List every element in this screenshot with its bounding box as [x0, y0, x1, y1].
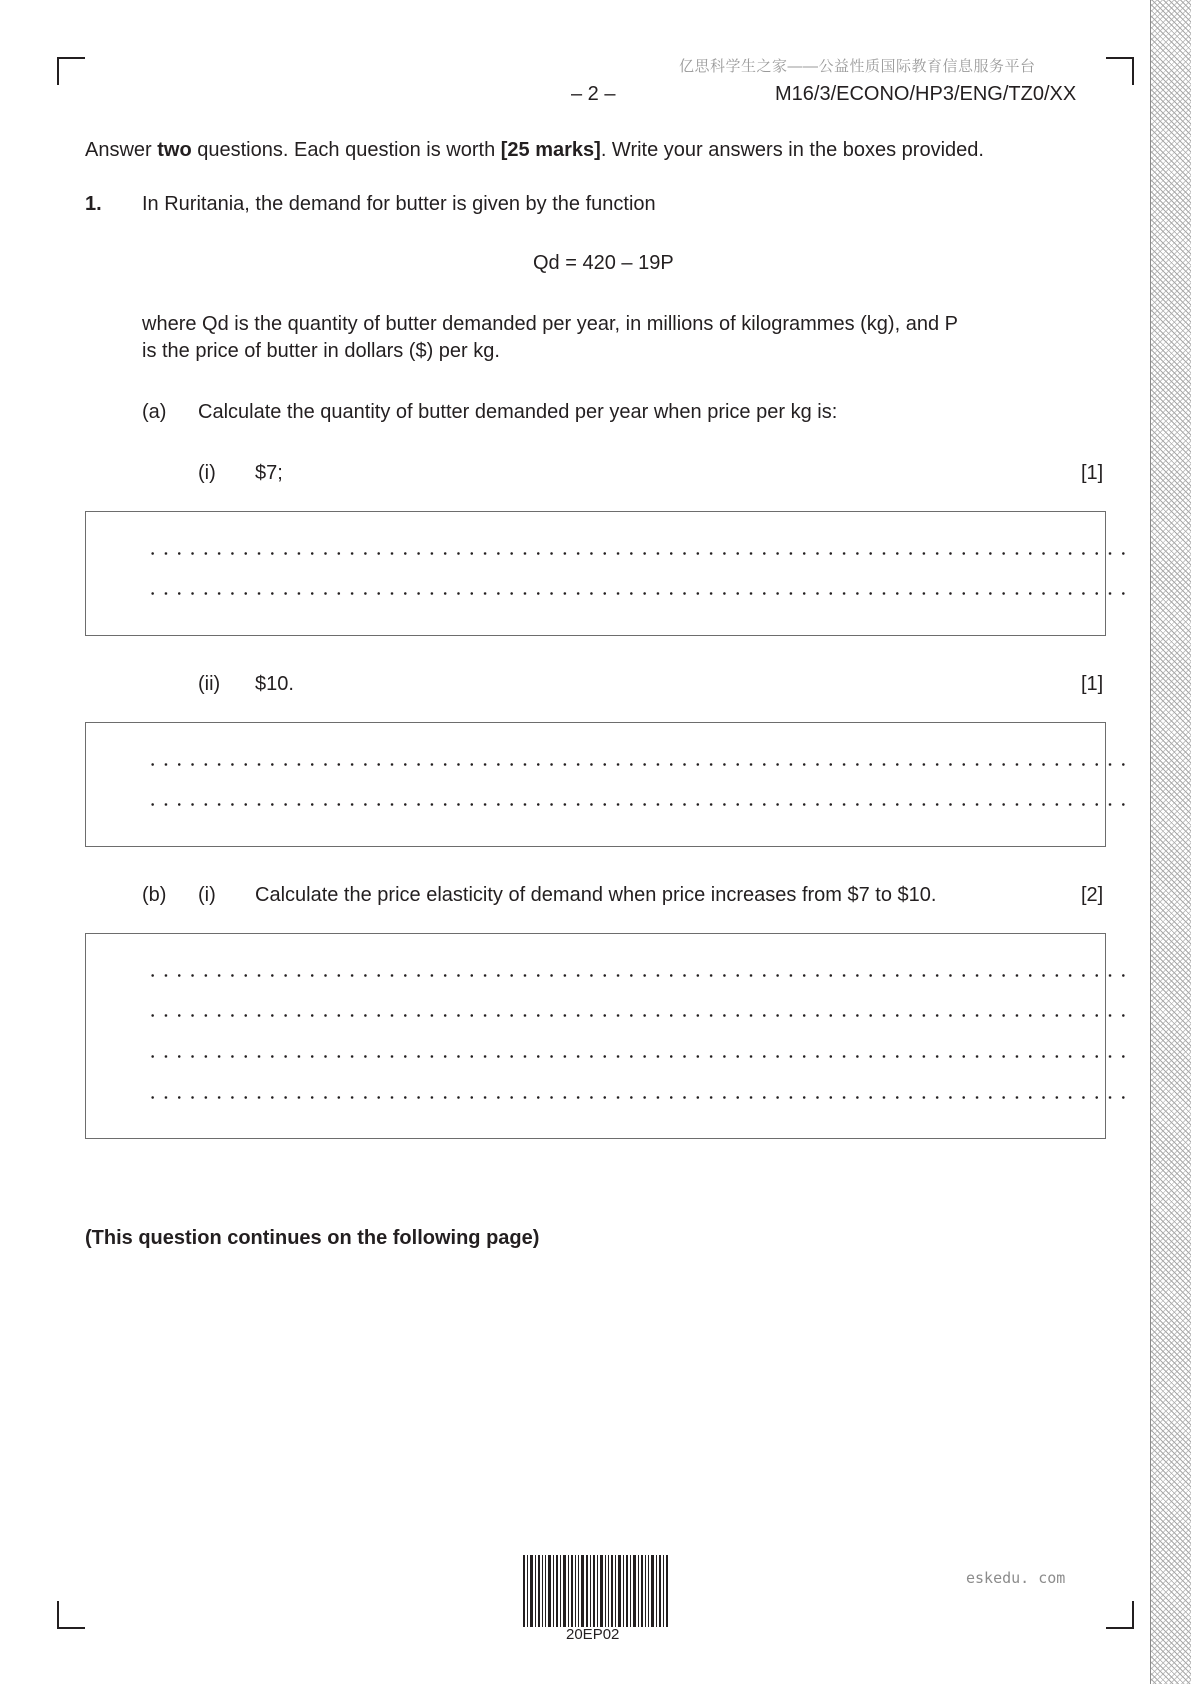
crop-mark-bottom-left [57, 1601, 85, 1629]
part-a-ii-label: (ii) [198, 673, 221, 695]
demand-equation: Qd = 420 – 19P [533, 252, 674, 274]
answer-box-a-ii[interactable] [85, 722, 1106, 847]
answer-dotted-line [146, 592, 1132, 595]
crop-mark-bottom-right [1106, 1601, 1134, 1629]
part-a-i-label: (i) [198, 462, 216, 484]
answer-dotted-line [146, 552, 1132, 555]
question-stem: In Ruritania, the demand for butter is given by the function [142, 193, 656, 215]
part-a-ii-text: $10. [255, 673, 294, 695]
part-a-ii-marks: [1] [1081, 673, 1104, 695]
hatched-margin-strip [1150, 0, 1191, 1684]
continuation-note: (This question continues on the following page) [85, 1227, 540, 1249]
exam-instructions: Answer two questions. Each question is worth [25 marks]. Write your answers in the boxes provided. [85, 139, 984, 161]
definition-line-1: where Qd is the quantity of butter demanded per year, in millions of kilogrammes (kg), and P [142, 313, 958, 335]
part-b-i-label: (i) [198, 884, 216, 906]
part-a-label: (a) [142, 401, 167, 423]
definition-line-2: is the price of butter in dollars ($) per kg. [142, 340, 500, 362]
paper-code: M16/3/ECONO/HP3/ENG/TZ0/XX [775, 83, 1077, 105]
answer-dotted-line [146, 1055, 1132, 1058]
answer-box-b-i[interactable] [85, 933, 1106, 1139]
part-a-i-text: $7; [255, 462, 283, 484]
page-number: – 2 – [571, 83, 616, 105]
part-b-i-text: Calculate the price elasticity of demand when price increases from $7 to $10. [255, 884, 937, 906]
crop-mark-top-right [1106, 57, 1134, 85]
answer-box-a-i[interactable] [85, 511, 1106, 636]
part-b-i-marks: [2] [1081, 884, 1104, 906]
site-watermark: eskedu. com [966, 1569, 1066, 1587]
crop-mark-top-left [57, 57, 85, 85]
part-a-text: Calculate the quantity of butter demanded per year when price per kg is: [198, 401, 838, 423]
answer-dotted-line [146, 1096, 1132, 1099]
watermark-text: 亿思科学生之家——公益性质国际教育信息服务平台 [679, 58, 1036, 75]
barcode [523, 1555, 668, 1627]
part-b-label: (b) [142, 884, 167, 906]
answer-dotted-line [146, 763, 1132, 766]
answer-dotted-line [146, 974, 1132, 977]
answer-dotted-line [146, 1014, 1132, 1017]
part-a-i-marks: [1] [1081, 462, 1104, 484]
barcode-label: 20EP02 [566, 1626, 620, 1643]
question-number: 1. [85, 193, 102, 215]
answer-dotted-line [146, 803, 1132, 806]
